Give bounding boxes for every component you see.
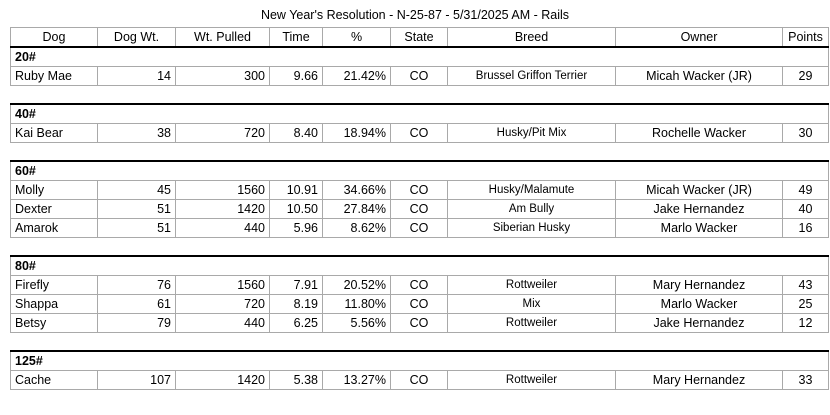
table-row [11,200,829,219]
dog-name-cell: Ruby Mae [11,67,98,86]
results-body [11,47,829,390]
weight-class-row [11,47,829,67]
percent-cell: 8.62% [323,219,391,238]
header-breed: Breed [448,28,616,48]
spacer-row [11,238,829,257]
breed-cell: Siberian Husky [448,219,616,238]
time-cell: 10.50 [270,200,323,219]
time-cell: 5.96 [270,219,323,238]
weight-class-label: 20# [11,47,829,67]
state-cell: CO [391,276,448,295]
time-cell: 8.40 [270,124,323,143]
dog-weight-cell: 38 [98,124,176,143]
points-cell: 33 [783,371,829,390]
dog-name-cell: Betsy [11,314,98,333]
percent-cell: 13.27% [323,371,391,390]
time-cell: 7.91 [270,276,323,295]
weight-pulled-cell: 440 [176,314,270,333]
table-row [11,181,829,200]
time-cell: 9.66 [270,67,323,86]
spacer-row [11,86,829,105]
header-owner: Owner [616,28,783,48]
dog-weight-cell: 107 [98,371,176,390]
weight-class-row [11,351,829,371]
breed-cell: Brussel Griffon Terrier [448,67,616,86]
dog-name-cell: Kai Bear [11,124,98,143]
dog-name-cell: Shappa [11,295,98,314]
weight-pulled-cell: 1420 [176,371,270,390]
weight-class-row [11,256,829,276]
points-cell: 30 [783,124,829,143]
percent-cell: 21.42% [323,67,391,86]
dog-weight-cell: 14 [98,67,176,86]
points-cell: 49 [783,181,829,200]
breed-cell: Husky/Malamute [448,181,616,200]
spacer-cell [11,143,829,162]
dog-weight-cell: 51 [98,200,176,219]
breed-cell: Rottweiler [448,371,616,390]
dog-name-cell: Firefly [11,276,98,295]
header-points: Points [783,28,829,48]
dog-weight-cell: 76 [98,276,176,295]
dog-name-cell: Dexter [11,200,98,219]
state-cell: CO [391,295,448,314]
state-cell: CO [391,314,448,333]
time-cell: 6.25 [270,314,323,333]
time-cell: 10.91 [270,181,323,200]
table-row [11,219,829,238]
owner-cell: Jake Hernandez [616,200,783,219]
percent-cell: 5.56% [323,314,391,333]
sheet-title: New Year's Resolution - N-25-87 - 5/31/2025 AM - Rails [260,8,570,22]
table-row [11,314,829,333]
spacer-row [11,143,829,162]
weight-pulled-cell: 1560 [176,276,270,295]
table-row [11,295,829,314]
percent-cell: 27.84% [323,200,391,219]
owner-cell: Jake Hernandez [616,314,783,333]
header-percent: % [323,28,391,48]
table-row [11,276,829,295]
weight-pulled-cell: 1560 [176,181,270,200]
weight-class-label: 125# [11,351,829,371]
percent-cell: 18.94% [323,124,391,143]
breed-cell: Rottweiler [448,314,616,333]
table-row [11,371,829,390]
weight-pulled-cell: 300 [176,67,270,86]
header-row [11,28,829,48]
weight-class-row [11,104,829,124]
header-time: Time [270,28,323,48]
header-state: State [391,28,448,48]
points-cell: 40 [783,200,829,219]
owner-cell: Marlo Wacker [616,295,783,314]
dog-weight-cell: 61 [98,295,176,314]
results-table [10,27,829,390]
percent-cell: 34.66% [323,181,391,200]
weight-pulled-cell: 1420 [176,200,270,219]
weight-class-label: 80# [11,256,829,276]
spacer-row [11,333,829,352]
header-dog-weight: Dog Wt. [98,28,176,48]
weight-pulled-cell: 440 [176,219,270,238]
owner-cell: Micah Wacker (JR) [616,181,783,200]
dog-weight-cell: 79 [98,314,176,333]
percent-cell: 11.80% [323,295,391,314]
owner-cell: Mary Hernandez [616,276,783,295]
breed-cell: Rottweiler [448,276,616,295]
owner-cell: Marlo Wacker [616,219,783,238]
spacer-cell [11,238,829,257]
state-cell: CO [391,371,448,390]
table-row [11,67,829,86]
state-cell: CO [391,181,448,200]
dog-name-cell: Cache [11,371,98,390]
points-cell: 16 [783,219,829,238]
state-cell: CO [391,200,448,219]
dog-name-cell: Amarok [11,219,98,238]
time-cell: 8.19 [270,295,323,314]
percent-cell: 20.52% [323,276,391,295]
spacer-cell [11,86,829,105]
weight-class-row [11,161,829,181]
breed-cell: Husky/Pit Mix [448,124,616,143]
points-cell: 25 [783,295,829,314]
points-cell: 12 [783,314,829,333]
state-cell: CO [391,67,448,86]
state-cell: CO [391,219,448,238]
weight-pulled-cell: 720 [176,295,270,314]
dog-name-cell: Molly [11,181,98,200]
weight-class-label: 60# [11,161,829,181]
table-row [11,124,829,143]
header-dog: Dog [11,28,98,48]
owner-cell: Mary Hernandez [616,371,783,390]
dog-weight-cell: 51 [98,219,176,238]
state-cell: CO [391,124,448,143]
points-cell: 43 [783,276,829,295]
header-weight-pulled: Wt. Pulled [176,28,270,48]
breed-cell: Mix [448,295,616,314]
weight-class-label: 40# [11,104,829,124]
spacer-cell [11,333,829,352]
points-cell: 29 [783,67,829,86]
owner-cell: Rochelle Wacker [616,124,783,143]
breed-cell: Am Bully [448,200,616,219]
weight-pulled-cell: 720 [176,124,270,143]
dog-weight-cell: 45 [98,181,176,200]
owner-cell: Micah Wacker (JR) [616,67,783,86]
time-cell: 5.38 [270,371,323,390]
